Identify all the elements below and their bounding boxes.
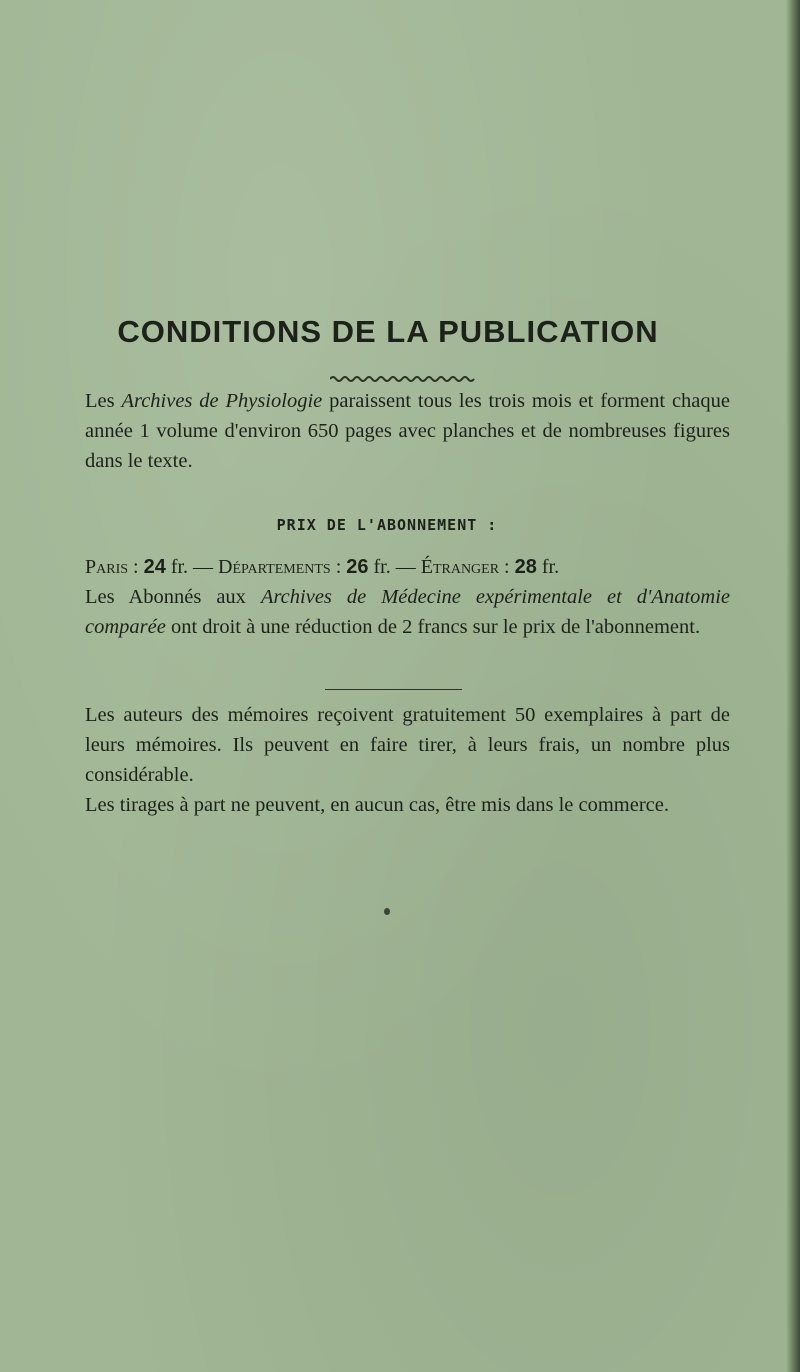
paragraph-publication-rest: paraissent tous les trois mois et forment chaque année 1 volume d'environ 650 pages avec planches et de nombreuses figures dans le texte. <box>85 390 730 472</box>
price-departements-label: Départements : <box>218 556 342 578</box>
journal-title-medecine: Archives de Médecine expérimentale et d'Anatomie comparée <box>85 586 730 638</box>
paragraph-publication-prefix: Les <box>85 390 122 412</box>
paragraph-reduction-prefix: Les Abonnés aux <box>85 586 261 608</box>
paragraph-publication <box>85 386 730 476</box>
price-etranger-label: Étranger : <box>420 556 510 578</box>
page-edge-shadow <box>786 0 800 1372</box>
journal-title-physiologie: Archives de Physiologie <box>121 390 323 412</box>
paragraph-tirages: Les tirages à part ne peuvent, en aucun cas, être mis dans le commerce. <box>85 794 669 816</box>
ink-dot <box>384 908 390 915</box>
subscription-price-heading: PRIX DE L'ABONNEMENT : <box>276 516 498 534</box>
price-departements-value: 26 <box>346 556 369 578</box>
paragraph-reduction <box>85 582 730 642</box>
price-paris-value: 24 <box>143 556 166 578</box>
divider <box>325 689 462 690</box>
price-separator: — <box>188 556 219 578</box>
subscription-prices <box>85 552 735 582</box>
price-separator: — <box>390 556 421 578</box>
paragraph-authors: Les auteurs des mémoires reçoivent gratuitement 50 exemplaires à part de leurs mémoires. Ils peuvent en faire tirer, à leurs frais, un nombre plus considérable. <box>85 704 730 786</box>
price-etranger-unit: fr. <box>541 556 560 578</box>
price-departements-unit: fr. <box>373 556 391 578</box>
wavy-line-ornament-icon <box>330 374 475 384</box>
price-etranger-value: 28 <box>514 556 537 578</box>
price-paris-unit: fr. <box>170 556 189 578</box>
page-title: CONDITIONS DE LA PUBLICATION <box>117 314 659 349</box>
price-paris-label: Paris : <box>85 556 139 578</box>
paragraph-reduction-rest: ont droit à une réduction de 2 francs sur le prix de l'abonnement. <box>165 616 701 638</box>
